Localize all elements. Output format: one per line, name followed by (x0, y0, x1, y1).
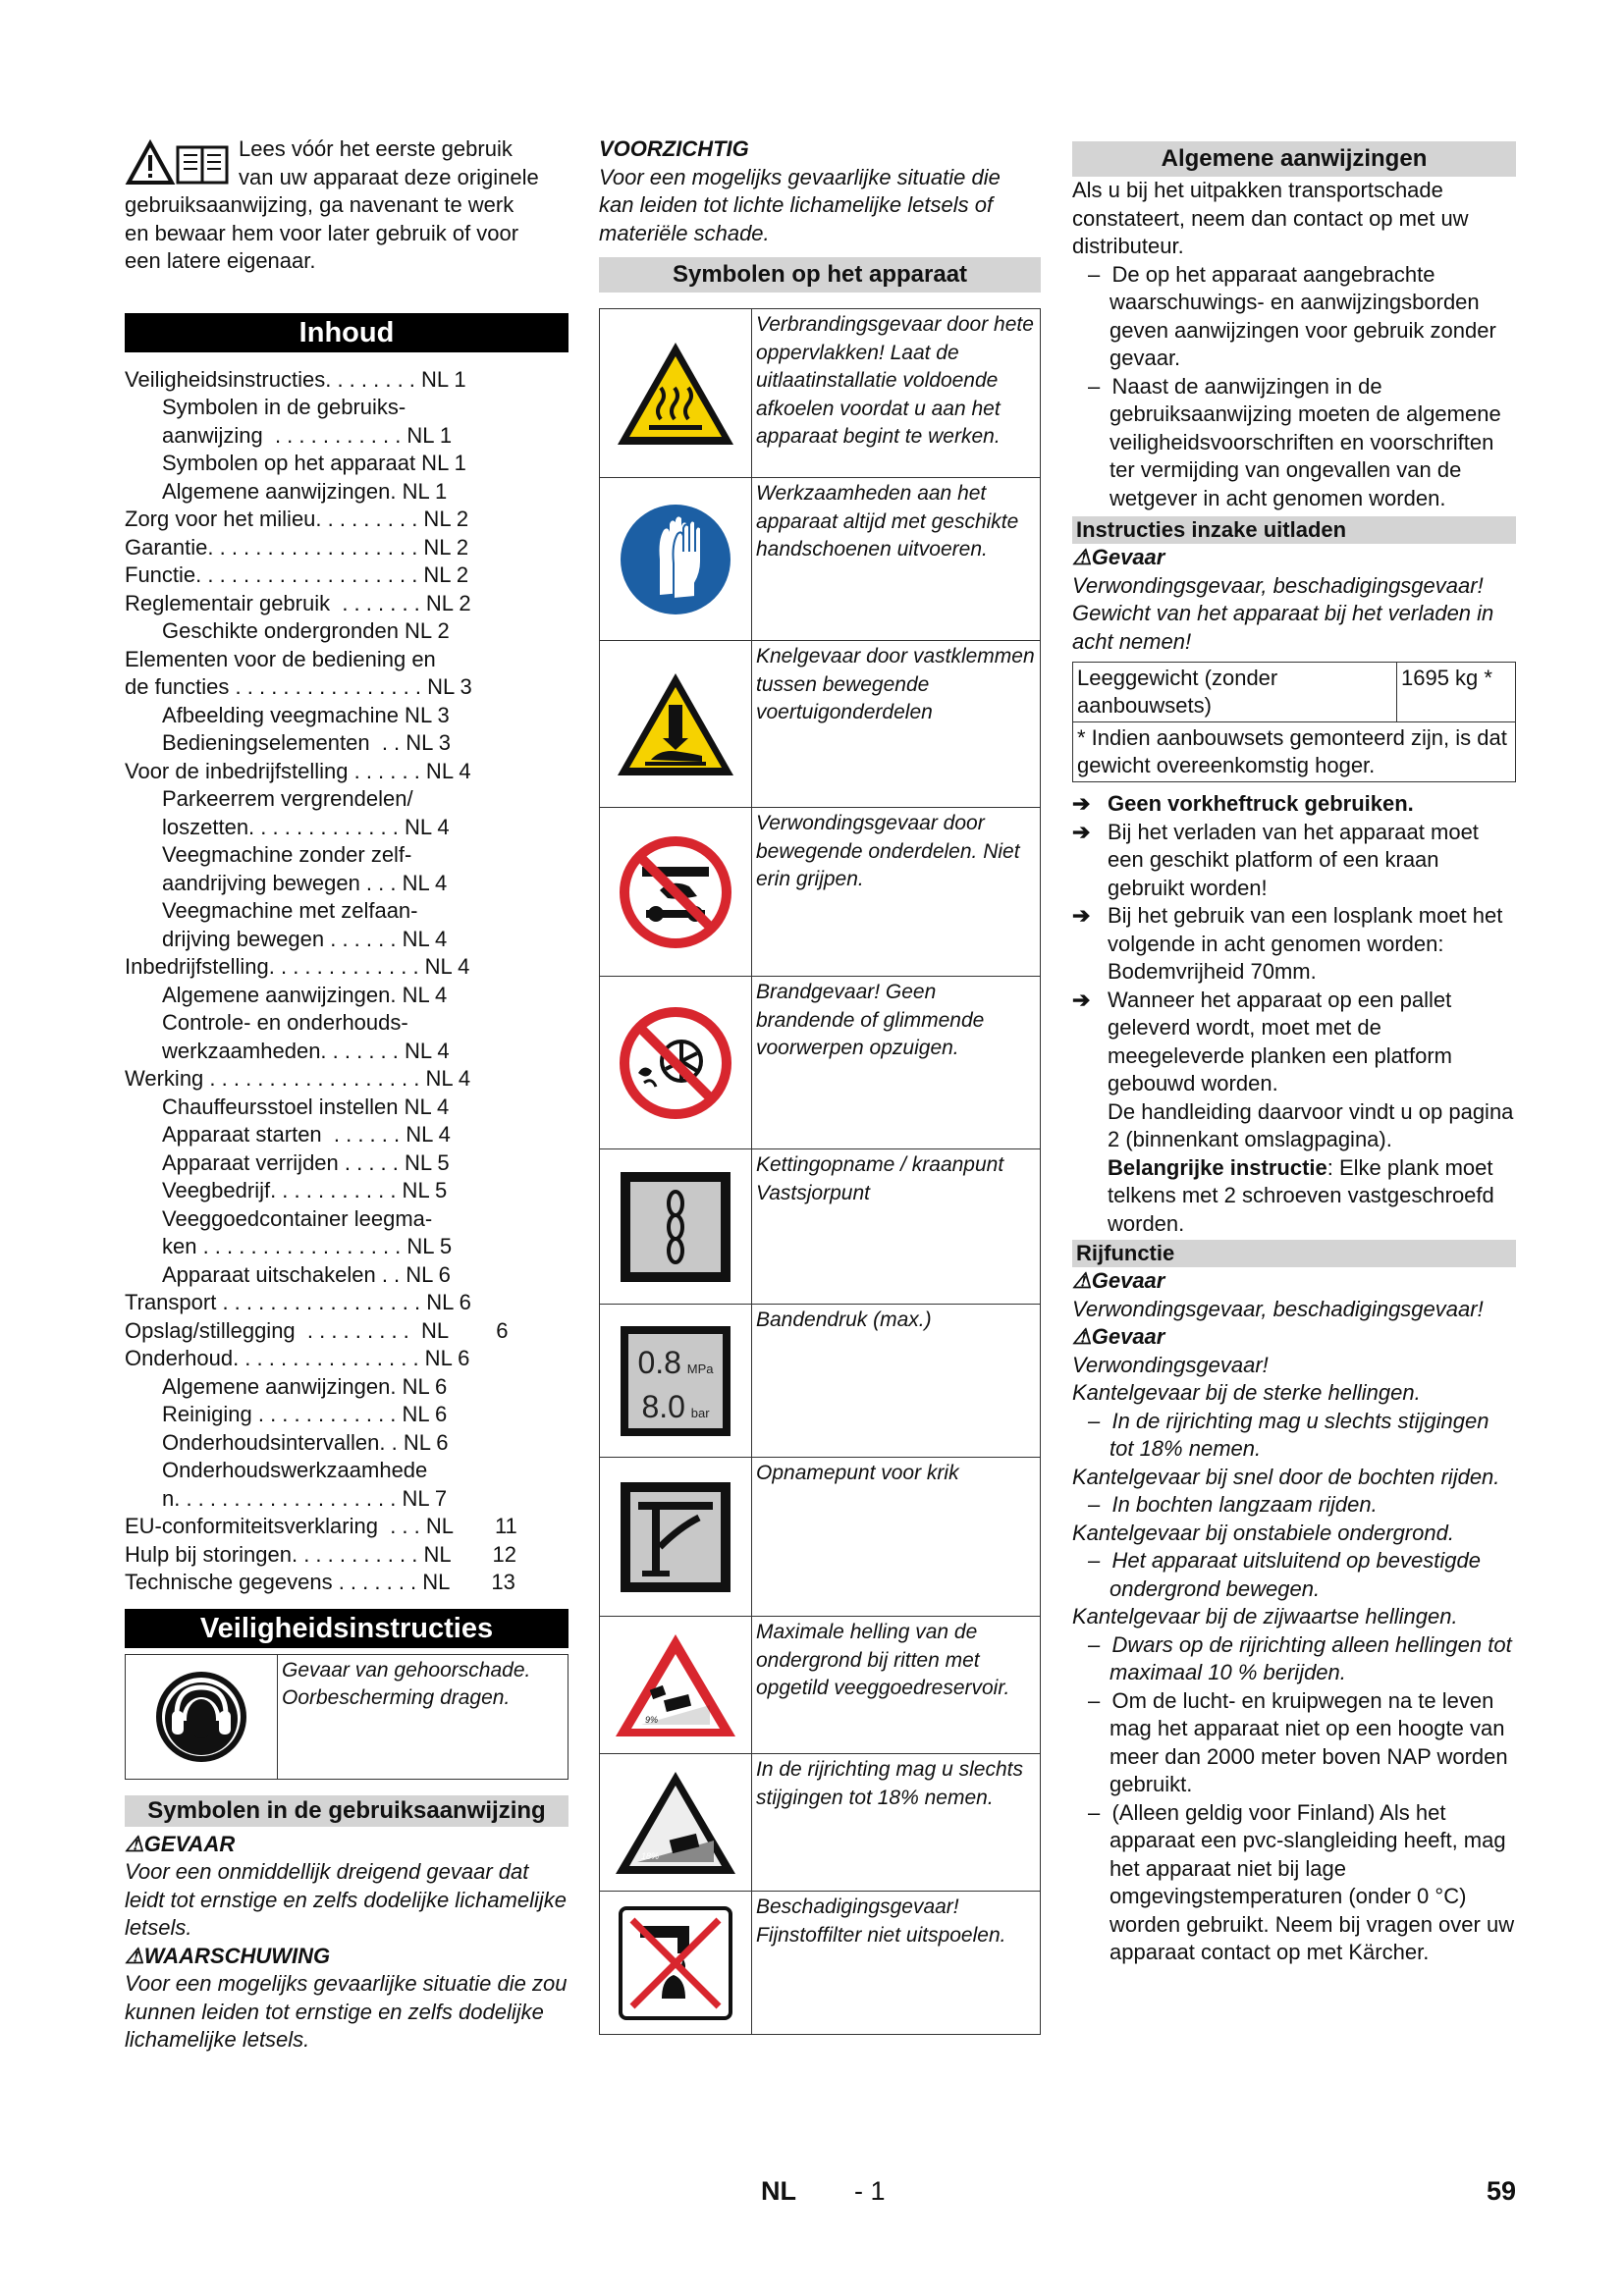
hot-surface-warning-icon (600, 309, 752, 478)
toc-entry: werkzaamheden. . . . . . . NL 4 (162, 1038, 450, 1063)
toc-entry: Functie. . . . . . . . . . . . . . . . . . . NL 2 (125, 562, 469, 587)
unloading-weight-text: Gewicht van het apparaat bij het verladen in acht nemen! (1072, 601, 1494, 654)
toc-entry: drijving bewegen . . . . . . NL 4 (162, 926, 448, 951)
weight-label: Leeggewicht (zonder aanbouwsets) (1073, 663, 1397, 722)
toc-entry: Reglementair gebruik . . . . . . . NL 2 (125, 590, 471, 615)
toc-entry: aandrijving bewegen . . . NL 4 (162, 870, 448, 895)
toc-entry: Chauffeursstoel instellen NL 4 (162, 1094, 450, 1119)
jack-point-icon (600, 1458, 752, 1617)
symbol-text: In de rijrichting mag u slechts stijgingen tot 18% nemen. (752, 1754, 1041, 1892)
safety-heading: Veiligheidsinstructies (125, 1609, 568, 1648)
hearing-warning-line: Oorbescherming dragen. (282, 1686, 511, 1709)
unloading-danger-text: Verwondingsgevaar, beschadigingsgevaar! (1072, 572, 1484, 598)
arrow-item: ➔ Bij het gebruik van een losplank moet het volgende in acht genomen worden: Bodemvrijheid 70mm. (1072, 903, 1503, 984)
toc-entry: EU-conformiteitsverklaring . . . NL 11 (125, 1514, 517, 1538)
warning-label: ⚠WAARSCHUWING (125, 1943, 331, 1968)
symbol-text: Bandendruk (max.) (752, 1305, 1041, 1458)
driving-danger-label: ⚠Gevaar (1072, 1324, 1165, 1349)
symbol-text: Opnamepunt voor krik (752, 1458, 1041, 1617)
general-heading: Algemene aanwijzingen (1072, 141, 1516, 177)
intro-line: Lees vóór het eerste gebruik (239, 136, 513, 161)
hearing-protection-table (125, 1654, 568, 1780)
toc-entry: de functies . . . . . . . . . . . . . . . . NL 3 (125, 674, 472, 699)
max-slope-driving-icon (600, 1754, 752, 1892)
weight-note: * Indien aanbouwsets gemonteerd zijn, is dat gewicht overeenkomstig hoger. (1073, 722, 1516, 782)
mpa-unit: MPa (686, 1361, 714, 1376)
toc-entry: Garantie. . . . . . . . . . . . . . . . . . NL 2 (125, 534, 469, 560)
manual-reference: De handleiding daarvoor vindt u op pagina 2 (binnenkant omslagpagina). (1108, 1098, 1514, 1151)
toc-entry: Veiligheidsinstructies. . . . . . . . NL 1 (125, 366, 466, 392)
bar-unit: bar (690, 1405, 710, 1420)
warning-read-manual-icons (125, 135, 235, 188)
tilt-instruction: – In de rijrichting mag u slechts stijgingen tot 18% nemen. (1088, 1408, 1489, 1461)
intro-line: en bewaar hem voor later gebruik of voor (125, 220, 519, 245)
hearing-warning-text (278, 1654, 568, 1779)
toc-entry: Onderhoud. . . . . . . . . . . . . . . . NL 6 (125, 1346, 470, 1370)
toc-entry: n. . . . . . . . . . . . . . . . . . . NL 7 (162, 1485, 448, 1511)
toc-entry: loszetten. . . . . . . . . . . . . NL 4 (162, 814, 450, 839)
toc-entry: ken . . . . . . . . . . . . . . . . . NL 5 (162, 1234, 453, 1258)
toc-entry: Apparaat verrijden . . . . . NL 5 (162, 1149, 450, 1175)
symbol-text: Verbrandingsgevaar door hete oppervlakken! Laat de uitlaatinstallatie voldoende afkoelen voordat u aan het apparaat begint te werken. (752, 309, 1041, 478)
gloves-mandatory-icon (600, 478, 752, 641)
toc-entry: Veegbedrijf. . . . . . . . . . . NL 5 (162, 1178, 448, 1202)
device-symbols-table (599, 308, 1041, 2035)
tilt-hazard: Kantelgevaar bij snel door de bochten rijden. (1072, 1464, 1500, 1489)
crush-hazard-warning-icon (600, 641, 752, 808)
driving-danger-text: Verwondingsgevaar! (1072, 1352, 1269, 1377)
right-column (1072, 135, 1516, 1967)
footer-section-page: - 1 (854, 2176, 886, 2206)
caution-label: VOORZICHTIG (599, 136, 749, 161)
manual-symbols-heading: Symbolen in de gebruiksaanwijzing (125, 1795, 568, 1827)
left-column (125, 135, 568, 2055)
toc-entry: Symbolen op het apparaat NL 1 (162, 451, 466, 475)
toc-entry: Reiniging . . . . . . . . . . . . NL 6 (162, 1402, 448, 1426)
toc-entry: Controle- en onderhouds- (162, 1010, 408, 1035)
max-slope-raised-hopper-icon (600, 1617, 752, 1754)
toc-entry: Parkeerrem vergrendelen/ (162, 786, 413, 811)
warning-triangle-icon (125, 135, 235, 188)
toc-entry: Bedieningselementen . . NL 3 (162, 730, 451, 755)
no-reaching-moving-parts-icon (600, 808, 752, 977)
tilt-hazard: Kantelgevaar bij de sterke hellingen. (1072, 1380, 1421, 1405)
chain-attachment-icon (600, 1149, 752, 1305)
page-number: 59 (1487, 2176, 1517, 2206)
toc-entry: Zorg voor het milieu. . . . . . . . . NL 2 (125, 507, 469, 531)
footer-language: NL (761, 2176, 796, 2206)
symbol-text: Knelgevaar door vastklemmen tussen bewegende voertuigonderdelen (752, 641, 1041, 808)
toc-entry: Hulp bij storingen. . . . . . . . . . . NL 12 (125, 1541, 517, 1567)
toc-entry: Afbeelding veegmachine NL 3 (162, 702, 450, 727)
no-burning-objects-icon (600, 977, 752, 1149)
unloading-danger-label: ⚠Gevaar (1072, 545, 1165, 569)
intro-block (125, 135, 568, 276)
bar-value: 8.0 (641, 1388, 685, 1424)
finland-note: – (Alleen geldig voor Finland) Als het apparaat een pvc-slangleiding heeft, mag het apparaat niet bij lage omgevingstemperaturen (onder 0 °C) worden gebruikt. Neem bij vragen over uw apparaat contact op met Kärcher. (1088, 1799, 1515, 1964)
mpa-value: 0.8 (637, 1344, 681, 1380)
toc-entry: Onderhoudswerkzaamhede (162, 1458, 428, 1482)
intro-line: van uw apparaat deze originele (239, 164, 539, 189)
intro-line: gebruiksaanwijzing, ga navenant te werk (125, 192, 514, 217)
slope-percent: 9% (645, 1714, 659, 1725)
general-intro: Als u bij het uitpakken transportschade constateert, neem dan contact op met uw distributeur. (1072, 178, 1469, 258)
symbol-text: Brandgevaar! Geen brandende of glimmende voorwerpen opzuigen. (752, 977, 1041, 1149)
symbol-text: Werkzaamheden aan het apparaat altijd met geschikte handschoenen uitvoeren. (752, 478, 1041, 641)
tilt-hazard: Kantelgevaar bij onstabiele ondergrond. (1072, 1520, 1454, 1545)
general-item: – Naast de aanwijzingen in de gebruiksaanwijzing moeten de algemene veiligheidsvoorschriften en voorschriften ter vermijding van ongevallen van de wetgever in acht genomen worden. (1088, 373, 1501, 510)
slope-percent: 18% (641, 1850, 660, 1861)
table-of-contents (125, 366, 568, 1597)
general-item: – De op het apparaat aangebrachte waarschuwings- en aanwijzingsborden geven aanwijzingen voor gebruik zonder gevaar. (1088, 261, 1496, 370)
toc-entry: Apparaat uitschakelen . . NL 6 (162, 1261, 451, 1287)
weight-value: 1695 kg * (1397, 663, 1516, 722)
toc-entry: Apparaat starten . . . . . . NL 4 (162, 1122, 451, 1147)
toc-entry: aanwijzing . . . . . . . . . . . NL 1 (162, 422, 453, 448)
toc-entry: Geschikte ondergronden NL 2 (162, 618, 450, 643)
hearing-warning-line: Gevaar van gehoorschade. (282, 1658, 531, 1682)
toc-entry: Algemene aanwijzingen. NL 6 (162, 1373, 448, 1399)
driving-heading: Rijfunctie (1072, 1240, 1516, 1267)
symbol-text: Kettingopname / kraanpunt Vastsjorpunt (752, 1149, 1041, 1305)
danger-label: ⚠GEVAAR (125, 1831, 236, 1856)
ear-protection-icon (126, 1654, 278, 1779)
driving-danger-label: ⚠Gevaar (1072, 1268, 1165, 1293)
caution-text: Voor een mogelijks gevaarlijke situatie die kan leiden tot lichte lichamelijke letsels of materiële schade. (599, 164, 1001, 245)
toc-entry: Inbedrijfstelling. . . . . . . . . . . . . NL 4 (125, 954, 470, 979)
tilt-hazard: Kantelgevaar bij de zijwaartse hellingen. (1072, 1604, 1458, 1629)
toc-entry: Werking . . . . . . . . . . . . . . . . . . NL 4 (125, 1066, 471, 1091)
toc-entry: Onderhoudsintervallen. . NL 6 (162, 1429, 449, 1455)
important-note: Belangrijke instructie: Elke plank moet telkens met 2 schroeven vastgeschroefd worden. (1108, 1154, 1494, 1236)
middle-column (599, 135, 1041, 2035)
toc-entry: Voor de inbedrijfstelling . . . . . . NL 4 (125, 758, 471, 783)
toc-entry: Transport . . . . . . . . . . . . . . . . . NL 6 (125, 1290, 471, 1314)
warning-text: Voor een mogelijks gevaarlijke situatie die zou kunnen leiden tot ernstige en zelfs dodelijke lichamelijke letsels. (125, 1971, 568, 2052)
intro-line: een latere eigenaar. (125, 248, 316, 273)
toc-entry: Veeggoedcontainer leegma- (162, 1205, 433, 1231)
toc-entry: Veegmachine met zelfaan- (162, 898, 418, 923)
driving-danger-text: Verwondingsgevaar, beschadigingsgevaar! (1072, 1296, 1484, 1321)
toc-entry: Elementen voor de bediening en (125, 646, 436, 671)
unloading-heading: Instructies inzake uitladen (1072, 516, 1516, 544)
danger-text: Voor een onmiddellijk dreigend gevaar dat leidt tot ernstige en zelfs dodelijke lichamelijke letsels. (125, 1859, 568, 1940)
symbol-text: Verwondingsgevaar door bewegende onderdelen. Niet erin grijpen. (752, 808, 1041, 977)
no-water-filter-icon (600, 1892, 752, 2035)
toc-entry: Symbolen in de gebruiks- (162, 395, 406, 419)
contents-heading: Inhoud (125, 313, 568, 352)
tire-pressure-icon (600, 1305, 752, 1458)
arrow-item: ➔ Bij het verladen van het apparaat moet een geschikt platform of een kraan gebruikt worden! (1072, 819, 1479, 900)
tilt-instruction: – In bochten langzaam rijden. (1088, 1492, 1378, 1517)
weight-table (1072, 662, 1516, 782)
arrow-item: ➔ Wanneer het apparaat op een pallet geleverd wordt, moet met de meegeleverde planken een platform gebouwd worden. (1072, 987, 1453, 1095)
device-symbols-heading: Symbolen op het apparaat (599, 257, 1041, 293)
tilt-instruction: – Dwars op de rijrichting alleen hellingen tot maximaal 10 % berijden. (1088, 1631, 1512, 1684)
toc-entry: Algemene aanwijzingen. NL 1 (162, 478, 448, 504)
toc-entry: Technische gegevens . . . . . . . NL 13 (125, 1570, 515, 1594)
toc-entry: Veegmachine zonder zelf- (162, 842, 412, 867)
toc-entry: Algemene aanwijzingen. NL 4 (162, 982, 448, 1007)
tilt-instruction: – Het apparaat uitsluitend op bevestigde ondergrond bewegen. (1088, 1548, 1481, 1601)
toc-entry: Opslag/stillegging . . . . . . . . . NL 6 (125, 1317, 509, 1343)
symbol-text: Maximale helling van de ondergrond bij ritten met opgetild veeggoedreservoir. (752, 1617, 1041, 1754)
symbol-text: Beschadigingsgevaar! Fijnstoffilter niet uitspoelen. (752, 1892, 1041, 2035)
arrow-item: ➔ Geen vorkheftruck gebruiken. (1072, 791, 1414, 816)
altitude-note: – Om de lucht- en kruipwegen na te leven mag het apparaat niet op een hoogte van meer dan 2000 meter boven NAP worden gebruikt. (1088, 1687, 1508, 1796)
